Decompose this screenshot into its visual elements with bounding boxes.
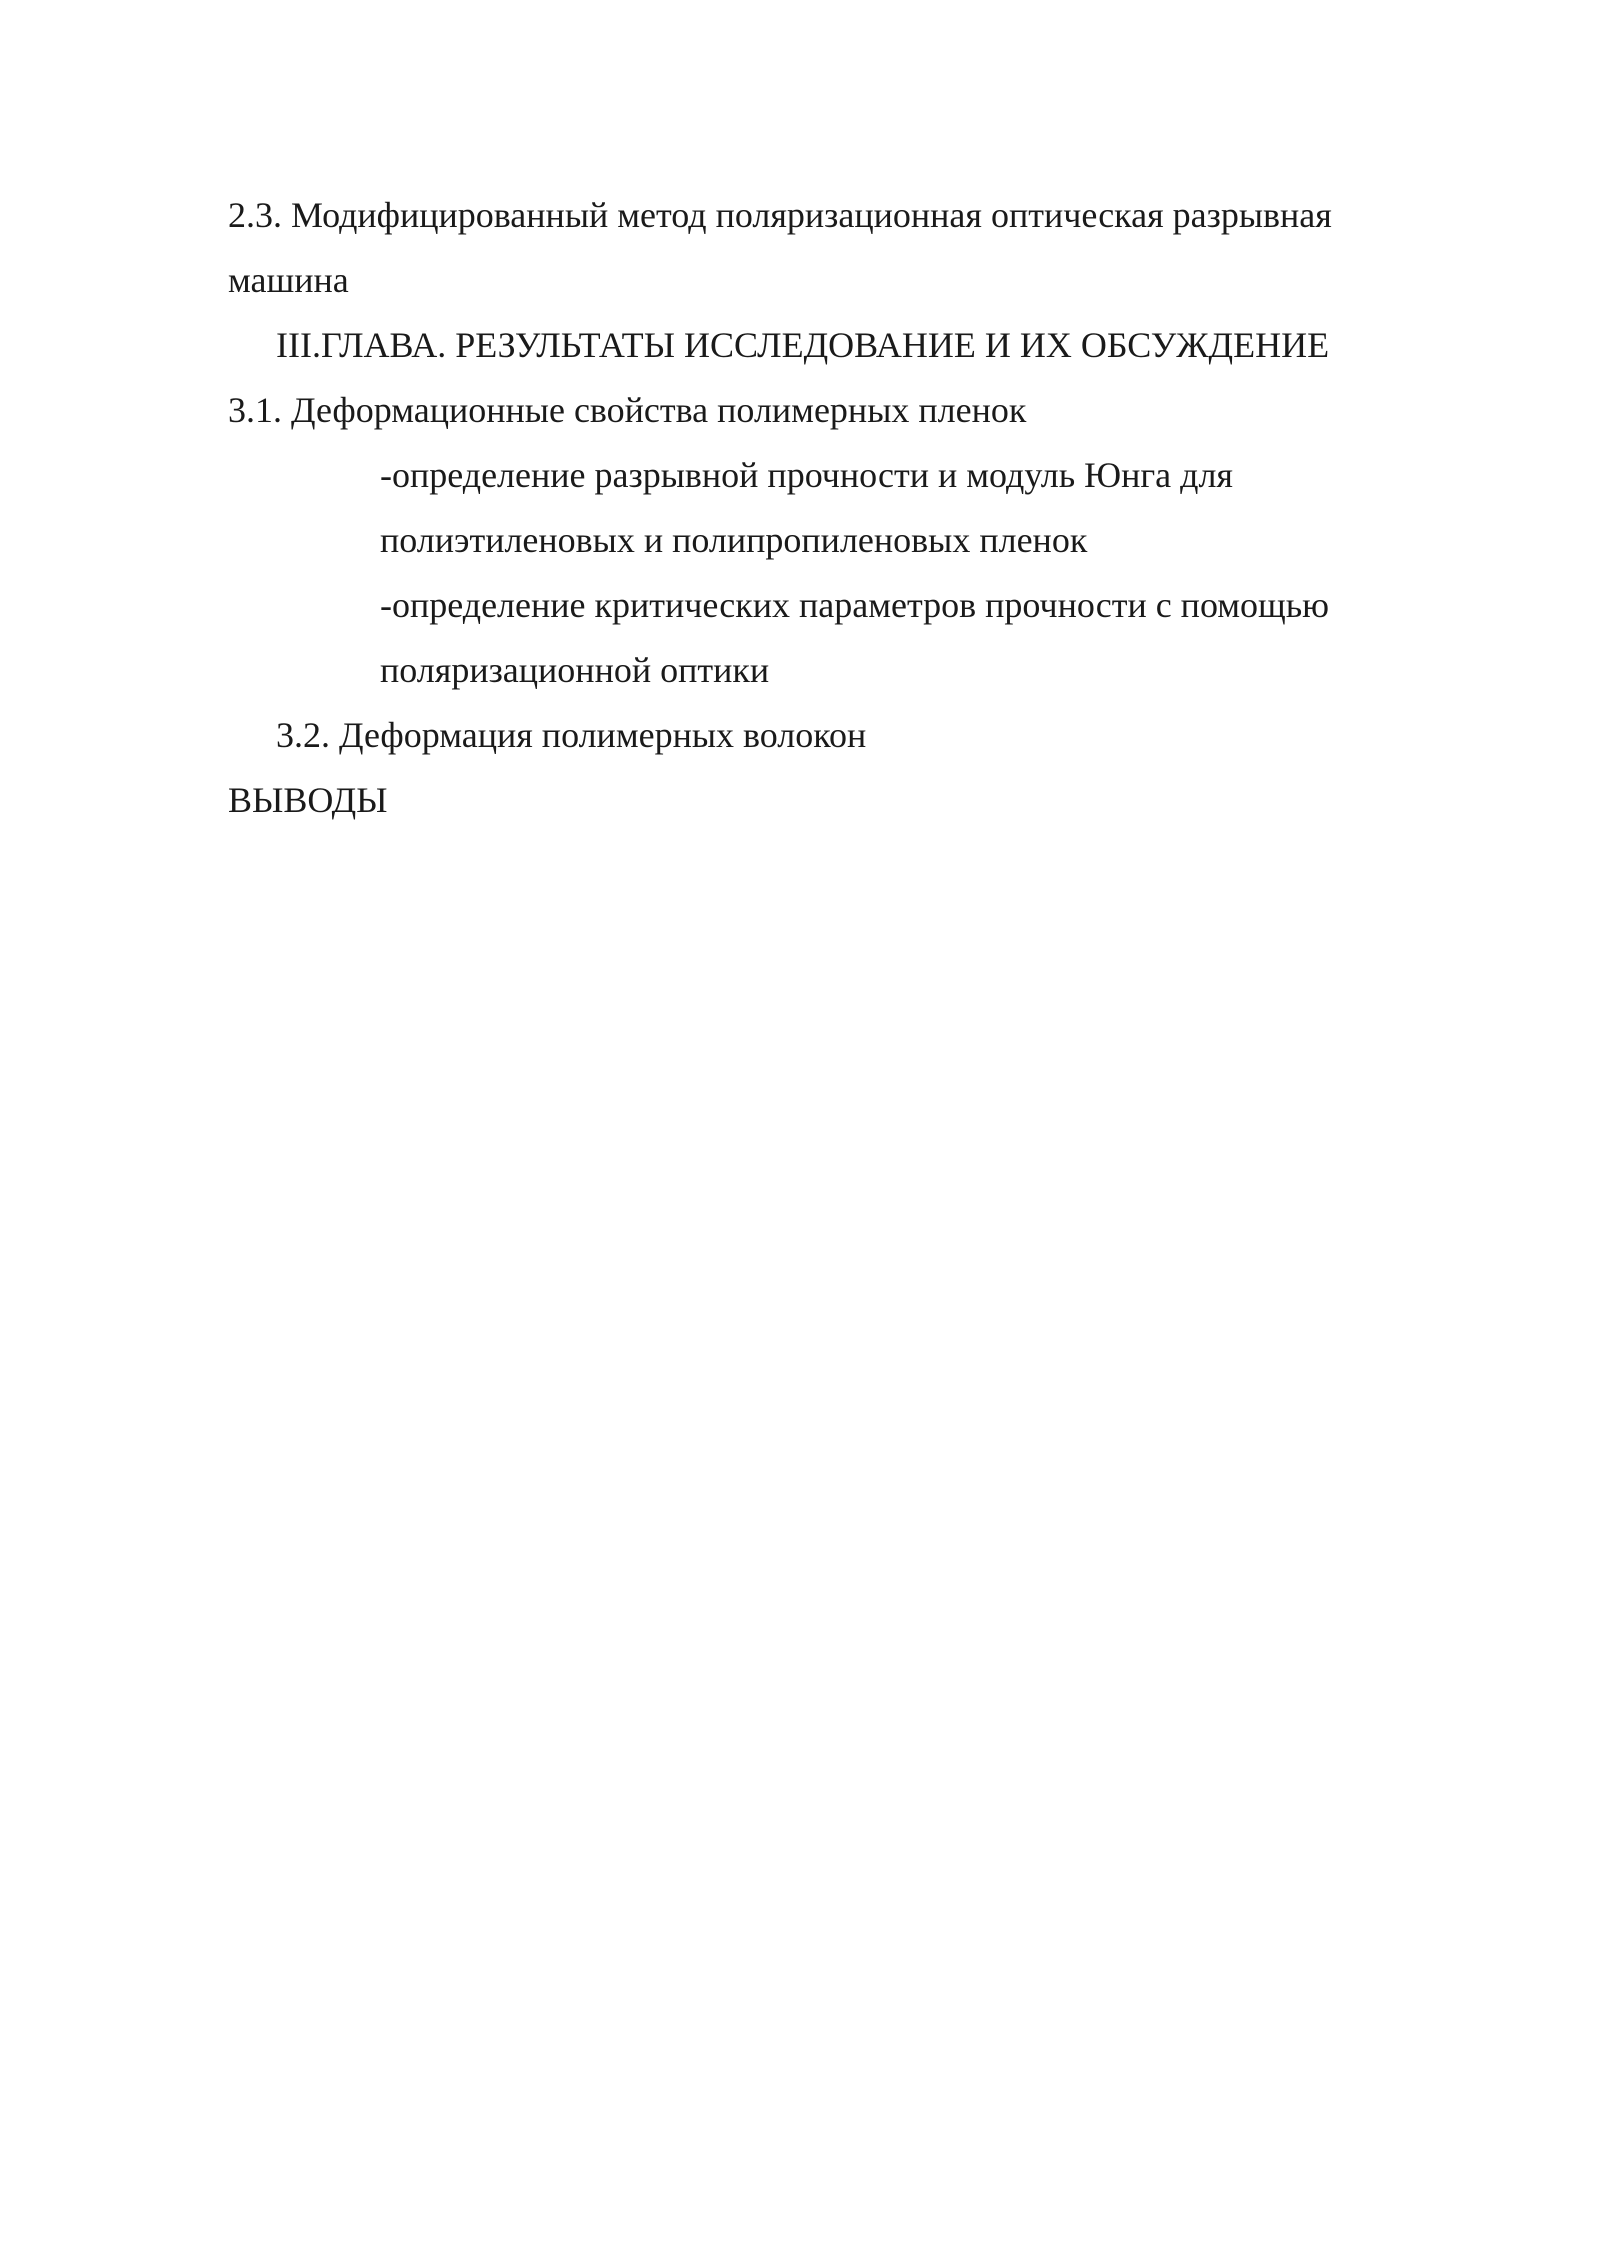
conclusions-heading: ВЫВОДЫ <box>228 780 388 820</box>
toc-entry-3-1: 3.1. Деформационные свойства полимерных пленок <box>228 390 1027 430</box>
toc-subitem-1-continued: полиэтиленовых и полипропиленовых пленок <box>380 520 1088 560</box>
toc-subitem-1: -определение разрывной прочности и модуль Юнга для <box>380 455 1233 495</box>
toc-subitem-2: -определение критических параметров прочности с помощью <box>380 585 1330 625</box>
toc-entry-2-3: 2.3. Модифицированный метод поляризационная оптическая разрывная <box>228 195 1332 235</box>
toc-subitem-2-continued: поляризационной оптики <box>380 650 770 690</box>
chapter-heading-3: III.ГЛАВА. РЕЗУЛЬТАТЫ ИССЛЕДОВАНИЕ И ИХ ОБСУЖДЕНИЕ <box>276 325 1330 365</box>
toc-entry-3-2: 3.2. Деформация полимерных волокон <box>276 715 867 755</box>
toc-entry-2-3-continued: машина <box>228 260 349 300</box>
